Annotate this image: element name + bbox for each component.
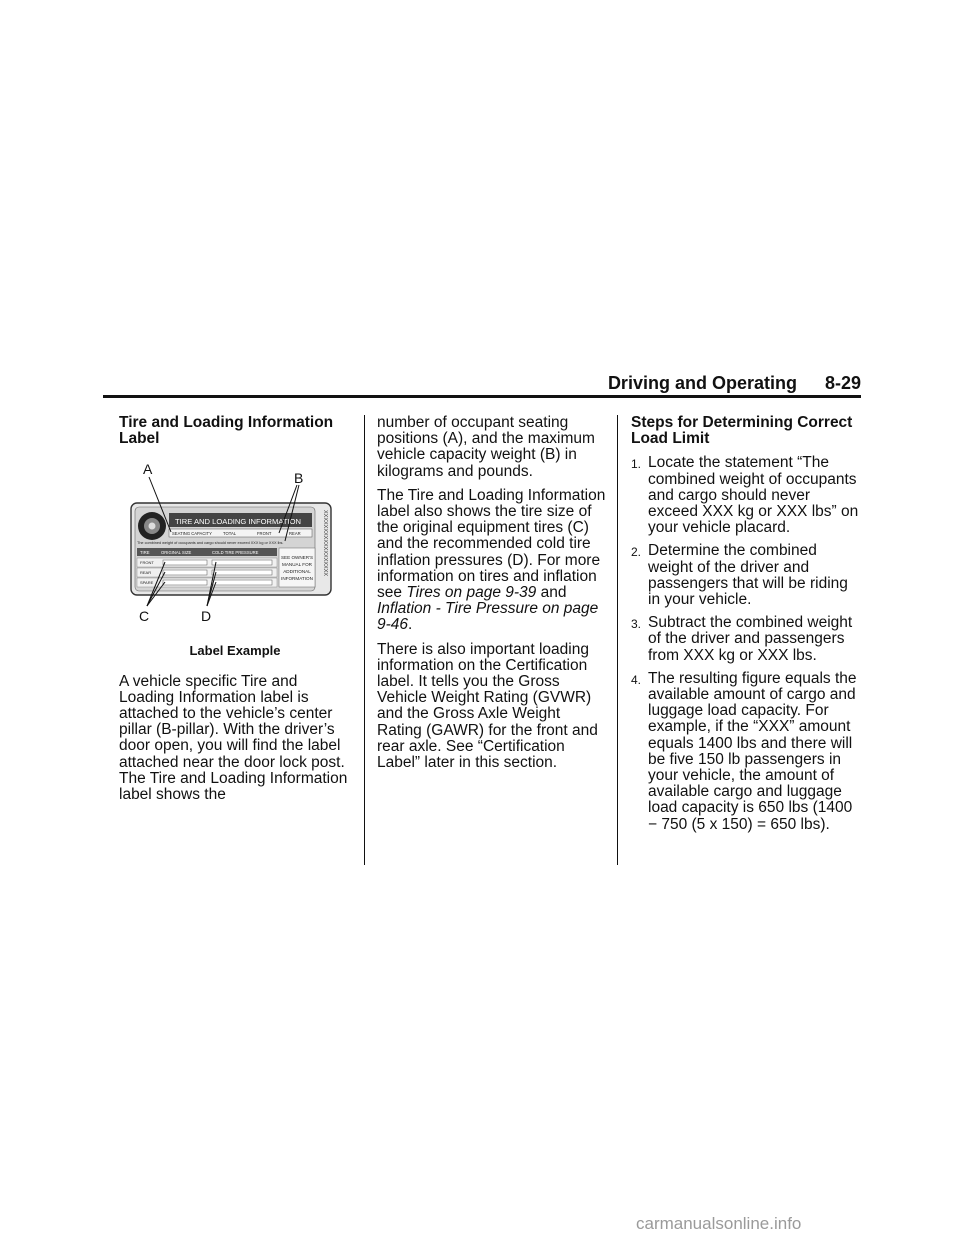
seating-capacity-text: SEATING CAPACITY	[172, 531, 212, 537]
step-item	[631, 615, 861, 664]
side-code-text: XXXXXXXXXXXXXXXXXX	[322, 510, 328, 577]
step-number: 1.	[631, 457, 642, 472]
value-boxes	[163, 560, 272, 585]
callout-a: A	[143, 461, 153, 478]
watermark-text: carmanualsonline.info	[636, 1214, 802, 1233]
row-rear-text: REAR	[140, 570, 152, 576]
p2-text-start: The Tire and Loading Information label also shows the tire size of the original equipment tires (C) and the recommended cold tire inflation pressures (D). For more information on tires and inflation see	[377, 486, 606, 602]
rear-text: REAR	[289, 531, 301, 537]
step-text: The resulting figure equals the available amount of cargo and luggage load capacity. For example, if the “XXX” amount equals 1400 lbs and there will be five 150 lb passengers in your vehicle, the amount of available cargo and luggage load capacity is 650 lbs (1400 − 750 (5 x 150) = 650 lbs).	[648, 669, 857, 833]
combined-note-text: The combined weight of occupants and cargo should never exceed XXX kg or XXX lbs.	[137, 541, 284, 546]
step-number: 3.	[631, 617, 642, 632]
paragraph-seating-capacity: number of occupant seating positions (A), and the maximum vehicle capacity weight (B) in kilograms and pounds.	[377, 414, 595, 480]
link-inflation[interactable]: Inflation - Tire Pressure on page 9-46	[377, 600, 599, 634]
column-divider-1	[364, 415, 365, 865]
tire-icon	[138, 512, 166, 540]
column-3	[631, 415, 861, 840]
callout-c: C	[139, 608, 150, 625]
callout-d: D	[201, 608, 212, 625]
step-text: Determine the combined weight of the driver and passengers that will be riding in your vehicle.	[648, 542, 848, 609]
figure-caption: Label Example	[189, 643, 281, 659]
step-item	[631, 543, 861, 608]
paragraph-label-location: A vehicle specific Tire and Loading Information label is attached to the vehicle’s center pillar (B-pillar). With the driver’s door open, you will find the label attached near the door lock post. The Tire and Loading Information label shows the	[119, 672, 348, 804]
step-number: 4.	[631, 672, 642, 687]
see-owner-line-3: ADDITIONAL	[283, 569, 311, 575]
original-size-header: ORIGINAL SIZE	[161, 550, 192, 556]
total-text: TOTAL	[223, 531, 237, 537]
steps-heading: Steps for Determining Correct Load Limit	[631, 414, 853, 448]
see-owner-line-2: MANUAL FOR	[282, 562, 312, 568]
step-item	[631, 455, 861, 536]
step-text: Subtract the combined weight of the driver and passengers from XXX kg or XXX lbs.	[648, 614, 853, 664]
section-title: Driving and Operating	[607, 373, 797, 393]
paragraph-tire-size	[377, 488, 609, 634]
step-number: 2.	[631, 545, 642, 560]
cold-pressure-header: COLD TIRE PRESSURE	[212, 550, 259, 556]
tire-col-header: TIRE	[140, 550, 150, 556]
steps-list	[631, 455, 861, 832]
column-1	[119, 415, 351, 811]
page-number: 8-29	[824, 373, 861, 393]
link-tires[interactable]: Tires on page 9-39	[406, 584, 537, 602]
see-owner-line-4: INFORMATION	[281, 576, 313, 582]
section-heading: Tire and Loading Information Label	[119, 414, 334, 448]
column-2	[377, 415, 609, 779]
front-text: FRONT	[257, 531, 272, 537]
callout-b: B	[294, 470, 304, 487]
label-title: TIRE AND LOADING INFORMATION	[175, 517, 302, 527]
row-spare-text: SPARE	[140, 580, 154, 586]
row-front-text: FRONT	[140, 560, 154, 566]
step-item	[631, 671, 861, 833]
p2-text-end: .	[408, 616, 413, 634]
column-divider-2	[617, 415, 618, 865]
step-text: Locate the statement “The combined weight of occupants and cargo should never exceed XXX kg or XXX lbs” on your vehicle placard.	[648, 454, 859, 537]
page-header	[103, 369, 861, 398]
see-owner-line-1: SEE OWNER'S	[280, 555, 314, 561]
tire-label-figure	[119, 455, 351, 637]
p2-text-mid: and	[536, 584, 567, 602]
paragraph-certification: There is also important loading information on the Certification label. It tells you the Gross Vehicle Weight Rating (GVWR) and the Gross Axle Weight Rating (GAWR) for the front and rear axle. See “Certification Label” later in this section.	[377, 640, 598, 772]
